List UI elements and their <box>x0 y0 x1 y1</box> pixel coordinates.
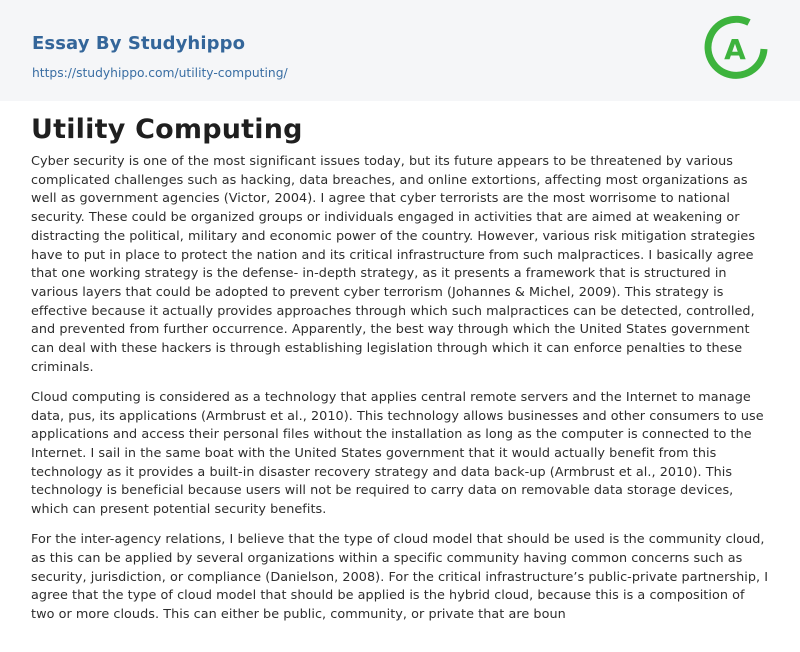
paragraph-3: For the inter-agency relations, I believe that the type of cloud model that should be used is the community cloud, as this can be applied by several organizations within a specific community having common concerns such as security, jurisdiction, or compliance (Danielson, 2008). For the critical infrastructure’s public-private partnership, I agree that the type of cloud model that should be applied is the hybrid cloud, because this is a composition of two or more clouds. This can either be public, community, or private that are boun <box>31 532 769 623</box>
source-url-link[interactable]: https://studyhippo.com/utility-computing/ <box>32 66 288 80</box>
paragraph-1: Cyber security is one of the most significant issues today, but its future appears to be threatened by various complicated challenges such as hacking, data breaches, and online extortions, affecting most organizations as well as government agencies (Victor, 2004). I agree that cyber terrorists are the most worrisome to national security. These could be organized groups or individuals engaged in activities that are aimed at weakening or distracting the political, military and economic power of the country. However, various risk mitigation strategies have to put in place to protect the nation and its critical infrastructure from such malpractices. I basically agree that one working strategy is the defense- in-depth strategy, as it presents a framework that is structured in various layers that could be adopted to prevent cyber terrorism (Johannes & Michel, 2009). This strategy is effective because it actually provides approaches through which such malpractices can be detected, controlled, and prevented from further occurrence. Apparently, the best way through which the United States government can deal with these hackers is through establishing legislation through which it can enforce penalties to these criminals. <box>31 154 756 375</box>
paragraph-2: Cloud computing is considered as a technology that applies central remote servers and the Internet to manage data, pus, its applications (Armbrust et al., 2010). This technology allows businesses and other consumers to use applications and access their personal files without the installation as long as the computer is connected to the Internet. I sail in the same boat with the United States government that it would actually benefit from this technology as it provides a built-in disaster recovery strategy and data back-up (Armbrust et al., 2010). This technology is beneficial because users will not be required to carry data on removable data storage devices, which can present potential security benefits. <box>31 389 764 518</box>
studyhippo-logo-icon[interactable] <box>702 15 770 83</box>
page-title: Utility Computing <box>31 114 303 145</box>
site-header <box>0 0 800 101</box>
brand-title[interactable]: Essay By Studyhippo <box>32 33 246 54</box>
logo-letter: A <box>724 33 746 66</box>
article-body <box>31 153 771 636</box>
